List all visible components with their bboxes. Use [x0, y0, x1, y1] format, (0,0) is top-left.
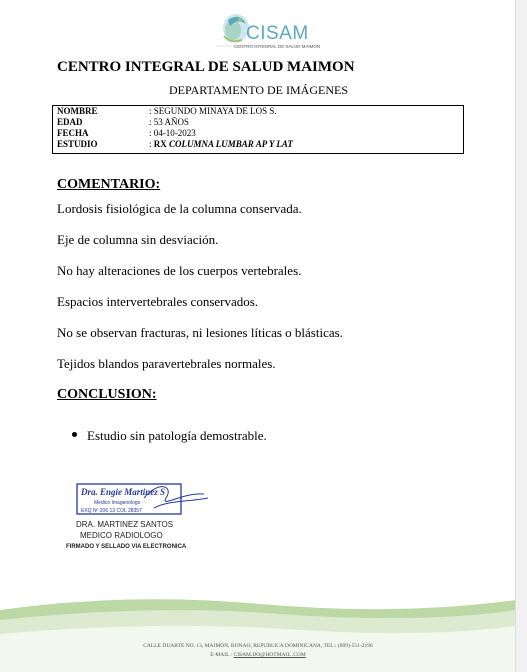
conclusion-item: Estudio sin patología demostrable. — [87, 428, 267, 443]
footer-contact — [0, 652, 516, 658]
email-link[interactable]: CISAM.DO@HOTMAIL .COM — [233, 652, 306, 658]
info-key: EDAD — [57, 117, 83, 127]
bullet-icon — [72, 432, 77, 437]
signature-stamp-icon — [74, 478, 214, 522]
stamp-title: Medico Imagenologo — [94, 500, 141, 506]
footer-wave — [0, 590, 516, 672]
department-title: DEPARTAMENTO DE IMÁGENES — [169, 83, 348, 97]
conclusion-heading: CONCLUSION: — [57, 387, 157, 402]
comment-line: Tejidos blandos paravertebrales normales. — [57, 356, 276, 371]
info-key: ESTUDIO — [57, 139, 98, 149]
comment-line: No se observan fracturas, ni lesiones líticas o blásticas. — [57, 325, 343, 340]
patient-info-box — [52, 105, 464, 154]
stamp-name: Dra. Engie Martinez S — [81, 487, 166, 497]
email-label: E-MAIL : — [210, 652, 234, 658]
logo-name: CISAM — [246, 23, 309, 44]
signer-title: MEDICO RADIOLOGO — [80, 531, 163, 540]
signature-note: FIRMADO Y SELLADO VIA ELECTRONICA — [66, 544, 187, 550]
study-region: COLUMNA LUMBAR AP Y LAT — [169, 139, 293, 149]
comment-line: Lordosis fisiológica de la columna conservada. — [57, 201, 302, 216]
info-key: NOMBRE — [57, 106, 98, 116]
study-value — [149, 139, 293, 150]
scrollbar[interactable] — [515, 0, 527, 672]
comment-line: Espacios intervertebrales conservados. — [57, 294, 259, 309]
study-type: RX — [153, 139, 170, 149]
stamp-license: EXQ Nº 206 13 COL 28357 — [81, 508, 142, 514]
patient-age: : 53 AÑOS — [149, 117, 190, 127]
study-prefix: : — [149, 139, 154, 149]
page-title: CENTRO INTEGRAL DE SALUD MAIMON — [57, 59, 355, 75]
info-key: FECHA — [57, 128, 89, 138]
comment-heading: COMENTARIO: — [57, 177, 161, 192]
signer-name: DRA. MARTINEZ SANTOS — [76, 520, 174, 529]
study-date: : 04-10-2023 — [149, 128, 196, 138]
comment-line: Eje de columna sin desviación. — [57, 232, 219, 247]
patient-name: : SEGUNDO MINAYA DE LOS S. — [149, 106, 277, 116]
logo-tagline: CENTRO INTEGRAL DE SALUD MAIMON — [234, 44, 321, 49]
comment-line: No hay alteraciones de los cuerpos vertebrales. — [57, 263, 302, 278]
footer-address: CALLE DUARTE NO. 13, MAIMÓN, BONAO, REPUBLICA DOMINICANA, TEL.: (809)-551-2196 — [143, 643, 373, 649]
